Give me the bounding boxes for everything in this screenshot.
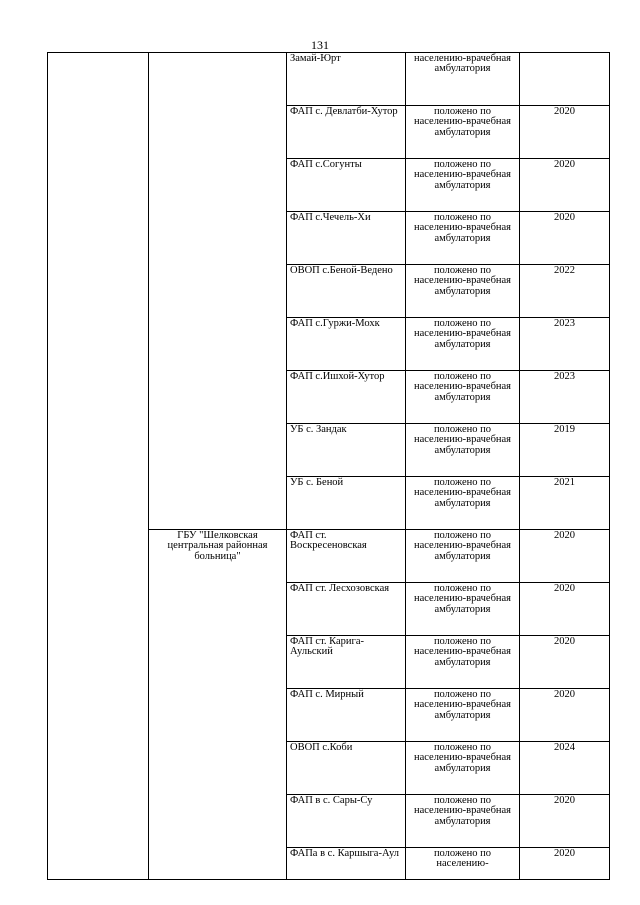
- note-cell: положено по населению-врачебная амбулатория: [406, 477, 520, 530]
- year-cell: 2020: [520, 848, 610, 880]
- facility-cell: ФАП в с. Сары-Су: [287, 795, 406, 848]
- note-cell: положено по населению-врачебная амбулатория: [406, 159, 520, 212]
- year-cell: 2020: [520, 583, 610, 636]
- organization-cell: [149, 53, 287, 530]
- year-cell: 2022: [520, 265, 610, 318]
- note-cell: положено по населению-врачебная амбулатория: [406, 212, 520, 265]
- year-cell: 2020: [520, 689, 610, 742]
- year-cell: 2023: [520, 318, 610, 371]
- year-cell: 2024: [520, 742, 610, 795]
- year-cell: 2023: [520, 371, 610, 424]
- year-cell: 2020: [520, 636, 610, 689]
- facility-cell: ФАП с. Мирный: [287, 689, 406, 742]
- facility-cell: ОВОП с.Коби: [287, 742, 406, 795]
- facility-cell: ФАП с.Чечель-Хи: [287, 212, 406, 265]
- facility-cell: ОВОП с.Беной-Ведено: [287, 265, 406, 318]
- region-cell: [48, 53, 149, 880]
- organization-name: ГБУ "Шелковская центральная районная больница": [149, 530, 287, 880]
- year-cell: 2020: [520, 212, 610, 265]
- page-number: 131: [311, 38, 329, 52]
- note-cell: населению-врачебная амбулатория: [406, 53, 520, 106]
- facility-cell: ФАП с.Гуржи-Мохк: [287, 318, 406, 371]
- year-cell: 2020: [520, 530, 610, 583]
- facility-cell: ФАП ст. Карига-Аульский: [287, 636, 406, 689]
- year-cell: 2019: [520, 424, 610, 477]
- note-cell: положено по населению-врачебная амбулатория: [406, 371, 520, 424]
- year-cell: 2020: [520, 159, 610, 212]
- table-row: [48, 53, 610, 106]
- facility-cell: ФАП с.Согунты: [287, 159, 406, 212]
- facility-cell: ФАП ст. Лесхозовская: [287, 583, 406, 636]
- note-cell: положено по населению-врачебная амбулатория: [406, 636, 520, 689]
- facility-cell: ФАП с. Девлатби-Хутор: [287, 106, 406, 159]
- note-cell: положено по населению-врачебная амбулатория: [406, 583, 520, 636]
- facility-cell: УБ с. Беной: [287, 477, 406, 530]
- year-cell: [520, 53, 610, 106]
- note-cell: положено по населению-врачебная амбулатория: [406, 106, 520, 159]
- facilities-table: [47, 52, 610, 880]
- note-cell: положено по населению-: [406, 848, 520, 880]
- facility-cell: ФАП ст. Воскресеновская: [287, 530, 406, 583]
- note-cell: положено по населению-врачебная амбулатория: [406, 530, 520, 583]
- year-cell: 2020: [520, 795, 610, 848]
- facility-cell: ФАПа в с. Каршыга-Аул: [287, 848, 406, 880]
- note-cell: положено по населению-врачебная амбулатория: [406, 742, 520, 795]
- note-cell: положено по населению-врачебная амбулатория: [406, 318, 520, 371]
- facility-cell: УБ с. Зандак: [287, 424, 406, 477]
- note-cell: положено по населению-врачебная амбулатория: [406, 424, 520, 477]
- note-cell: положено по населению-врачебная амбулатория: [406, 689, 520, 742]
- note-cell: положено по населению-врачебная амбулатория: [406, 795, 520, 848]
- facility-cell: ФАП с.Ишхой-Хутор: [287, 371, 406, 424]
- note-cell: положено по населению-врачебная амбулатория: [406, 265, 520, 318]
- year-cell: 2021: [520, 477, 610, 530]
- facility-cell: Замай-Юрт: [287, 53, 406, 106]
- year-cell: 2020: [520, 106, 610, 159]
